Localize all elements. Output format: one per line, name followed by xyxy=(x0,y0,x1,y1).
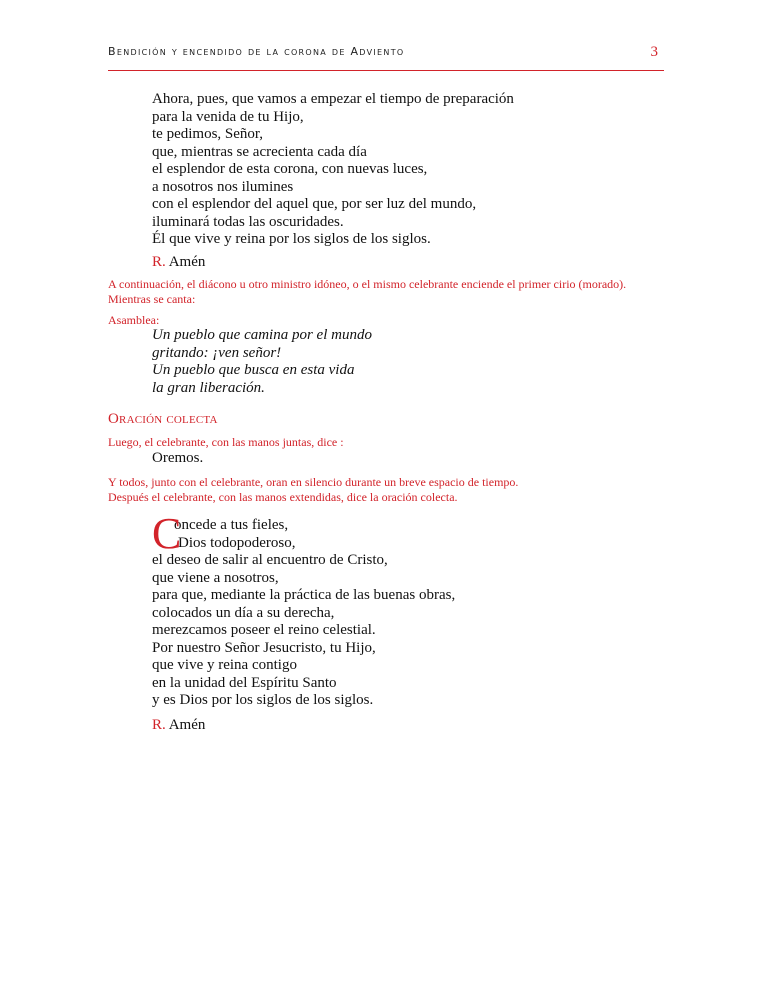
song-line: Un pueblo que camina por el mundo xyxy=(152,327,372,343)
rubric-silence xyxy=(108,475,518,505)
collect-line: Dios todopoderoso, xyxy=(178,534,296,551)
prayer-line: para la venida de tu Hijo, xyxy=(152,108,304,125)
prayer-line: el esplendor de esta corona, con nuevas luces, xyxy=(152,161,428,177)
collect-prayer xyxy=(152,509,512,712)
invitation-oremos: Oremos. xyxy=(152,450,204,466)
rubric-collect: Luego, el celebrante, con las manos juntas, dice : xyxy=(108,435,344,449)
rubric-line: A continuación, el diácono u otro ministro idóneo, o el mismo celebrante enciende el primer cirio (morado). xyxy=(108,277,627,291)
prayer-response xyxy=(152,254,205,271)
prayer-line: te pedimos, Señor, xyxy=(152,126,264,142)
song-line: la gran liberación. xyxy=(152,379,265,396)
collect-line: Por nuestro Señor Jesucristo, tu Hijo, xyxy=(152,639,376,656)
page-header xyxy=(108,44,664,71)
collect-line: que vive y reina contigo xyxy=(152,657,297,673)
rubric-line: Después el celebrante, con las manos extendidas, dice la oración colecta. xyxy=(108,490,458,504)
collect-line: para que, mediante la práctica de las buenas obras, xyxy=(152,587,456,603)
response-text: Amén xyxy=(168,254,206,270)
rubric-line: Y todos, junto con el celebrante, oran en silencio durante un breve espacio de tiempo. xyxy=(108,475,519,489)
prayer-line: iluminará todas las oscuridades. xyxy=(152,213,344,230)
page-number: 3 xyxy=(650,44,658,60)
collect-line: oncede a tus fieles, xyxy=(174,517,289,533)
collect-line: merezcamos poseer el reino celestial. xyxy=(152,622,376,638)
song-label: Asamblea: xyxy=(108,313,160,327)
running-title: Bendición y encendido de la corona de Adviento xyxy=(108,45,405,58)
song-lyrics xyxy=(152,327,372,397)
collect-line: que viene a nosotros, xyxy=(152,569,279,586)
section-title-collect: Oración colecta xyxy=(108,411,218,427)
rubric-line: Mientras se canta: xyxy=(108,292,196,306)
response-text: Amén xyxy=(168,717,206,733)
collect-line: en la unidad del Espíritu Santo xyxy=(152,674,337,691)
prayer-line: Él que vive y reina por los siglos de los siglos. xyxy=(152,231,431,247)
response-mark: R. xyxy=(152,717,166,733)
collect-line: colocados un día a su derecha, xyxy=(152,604,335,621)
collect-response xyxy=(152,717,205,734)
response-mark: R. xyxy=(152,254,166,270)
song-label-block xyxy=(108,313,159,328)
rubric-lighting xyxy=(108,277,626,307)
drop-cap: C xyxy=(152,509,182,558)
song-line: gritando: ¡ven señor! xyxy=(152,344,282,361)
collect-line: y es Dios por los siglos de los siglos. xyxy=(152,692,374,708)
prayer-line: que, mientras se acrecienta cada día xyxy=(152,143,367,160)
prayer-text xyxy=(152,91,514,249)
prayer-line: Ahora, pues, que vamos a empezar el tiempo de preparación xyxy=(152,91,514,107)
prayer-line: con el esplendor del aquel que, por ser luz del mundo, xyxy=(152,196,477,212)
song-line: Un pueblo que busca en esta vida xyxy=(152,362,355,378)
prayer-line: a nosotros nos ilumines xyxy=(152,178,294,195)
collect-line: el deseo de salir al encuentro de Cristo, xyxy=(152,552,388,568)
